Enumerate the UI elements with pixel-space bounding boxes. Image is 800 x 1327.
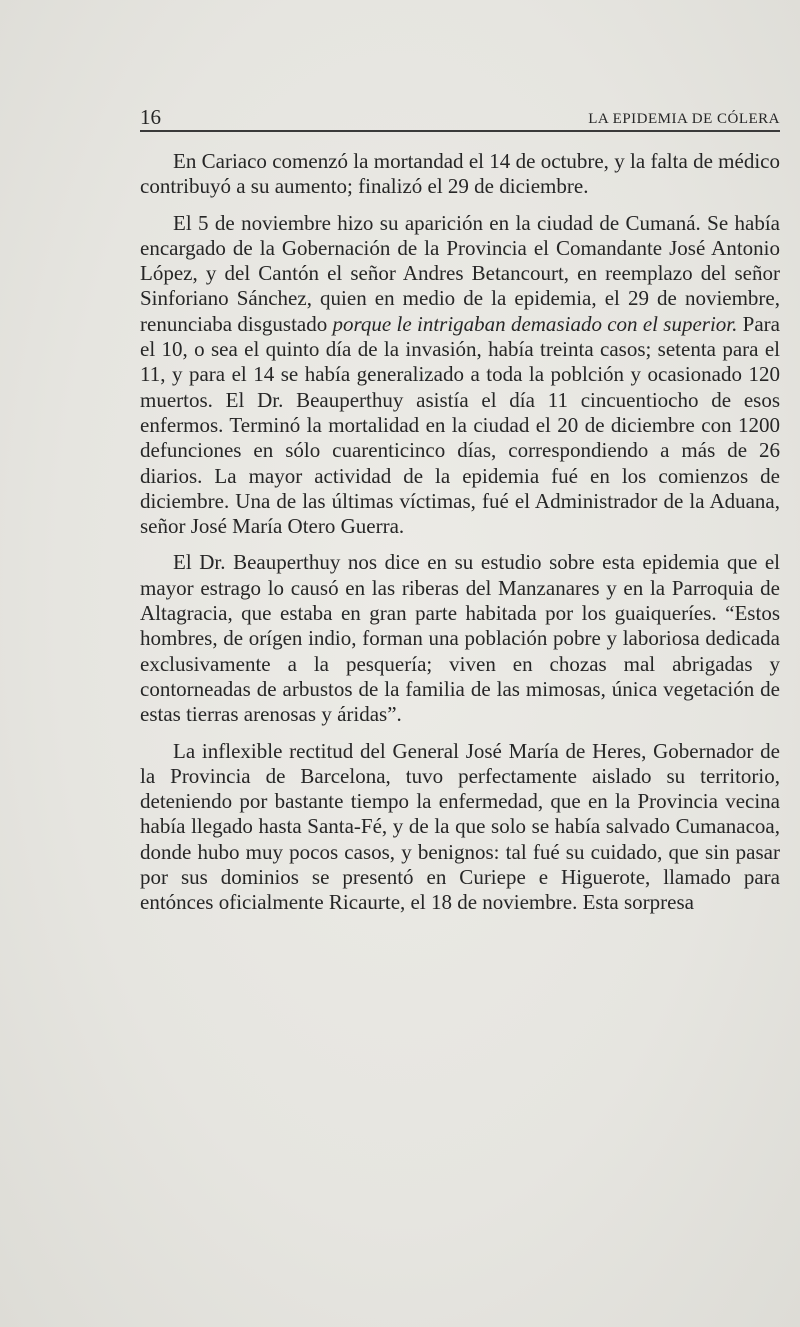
page-header: [140, 103, 780, 131]
paragraph-1: En Cariaco comenzó la mortandad el 14 de octubre, y la falta de médico contribuyó a su aumento; finalizó el 29 de diciembre.: [140, 149, 780, 199]
body-text: [140, 149, 780, 916]
paragraph-2-text-start: El 5 de noviembre hizo su aparición en la ciudad de Cumaná. Se había encargado de la Gobernación de la Provincia el Comandante José Antonio López, y del Cantón el señor Andres Betancourt, en reemplazo del señor Sinforiano Sánchez, quien en medio de la epidemia, el 29 de noviembre, renunciaba disgustado: [140, 210, 780, 336]
paragraph-2-italic-quote: porque le intrigaban demasiado con el superior.: [332, 311, 738, 336]
running-head: LA EPIDEMIA DE CÓLERA: [588, 111, 780, 127]
paragraph-4: La inflexible rectitud del General José María de Heres, Gobernador de la Provincia de Barcelona, tuvo perfectamente aislado su territorio, deteniendo por bastante tiempo la enfermedad, que en la Provincia vecina había llegado hasta Santa-Fé, y de la que solo se había salvado Cumanacoa, donde hubo muy pocos casos, y benignos: tal fué su cuidado, que sin pasar por sus dominios se presentó en Curiepe e Higuerote, llamado para entónces oficialmente Ricaurte, el 18 de noviembre. Esta sorpresa: [140, 738, 780, 915]
paragraph-3: El Dr. Beauperthuy nos dice en su estudio sobre esta epidemia que el mayor estrago lo causó en las riberas del Manzanares y en la Parroquia de Altagracia, que estaba en gran parte habitada por los guaiqueríes. “Estos hombres, de orígen indio, forman una población pobre y laboriosa dedicada exclusivamente a la pesquería; viven en chozas mal abrigadas y contorneadas de arbustos de la familia de las mimosas, única vegetación de estas tierras arenosas y áridas”.: [140, 550, 780, 727]
paragraph-2: [140, 211, 780, 540]
page-number: 16: [140, 105, 161, 129]
header-rule: [140, 130, 780, 132]
paragraph-2-text-end: Para el 10, o sea el quinto día de la invasión, había treinta casos; setenta para el 11, y para el 14 se había generalizado a toda la poblción y ocasionado 120 muertos. El Dr. Beauperthuy asistía el día 11 cincuentiocho de esos enfermos. Terminó la mortalidad en la ciudad el 20 de diciembre con 1200 defunciones en sólo cuarenticinco días, correspondiendo a más de 26 diarios. La mayor actividad de la epidemia fué en los comienzos de diciembre. Una de las últimas víctimas, fué el Administrador de la Aduana, señor José María Otero Guerra.: [140, 311, 780, 539]
